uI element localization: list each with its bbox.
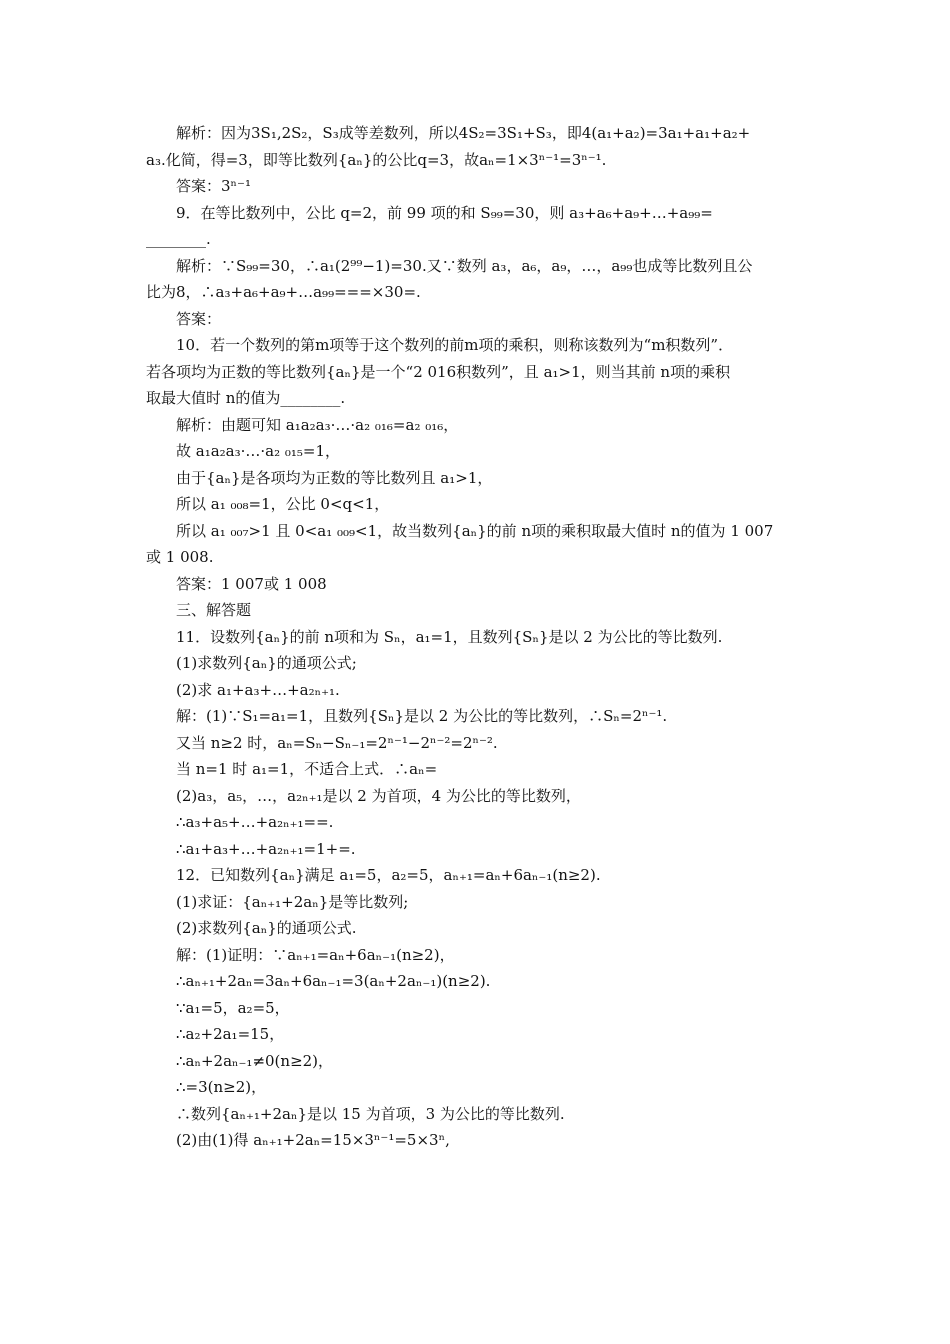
text-line: 10．若一个数列的第m项等于这个数列的前m项的乘积，则称该数列为“m积数列”． (176, 336, 734, 354)
text-line: 答案：3ⁿ⁻¹ (176, 177, 251, 195)
text-line: 或 1 008. (146, 548, 214, 566)
text-line: 取最大值时 n的值为________. (146, 389, 346, 407)
text-line: 12．已知数列{aₙ}满足 a₁=5，a₂=5，aₙ₊₁=aₙ+6aₙ₋₁(n≥2). (176, 866, 601, 884)
text-line: ∴aₙ+2aₙ₋₁≠0(n≥2)， (176, 1051, 334, 1070)
text-line: 解：(1)证明：∵aₙ₊₁=aₙ+6aₙ₋₁(n≥2)， (176, 945, 455, 964)
text-line: 故 a₁a₂a₃·…·a₂ ₀₁₅=1， (176, 442, 341, 460)
text-line: (1)求数列{aₙ}的通项公式; (176, 654, 357, 672)
text-line: ∵a₁=5，a₂=5， (176, 998, 290, 1017)
text-line: ∴a₁+a₃+…+a₂ₙ₊₁=1+=. (176, 839, 356, 858)
text-line: ∴=3(n≥2)， (176, 1078, 267, 1096)
text-line: 解析：因为3S₁,2S₂，S₃成等差数列，所以4S₂=3S₁+S₃，即4(a₁+a₂)=3a₁+a₁+a₂+ (176, 124, 751, 142)
text-line: 由于{aₙ}是各项均为正数的等比数列且 a₁>1， (176, 468, 493, 487)
text-line: ∴a₂+2a₁=15， (176, 1025, 285, 1043)
text-line: 比为8，∴a₃+a₆+a₉+…a₉₉===×30=. (146, 283, 421, 301)
text-line: 11．设数列{aₙ}的前 n项和为 Sₙ，a₁=1，且数列{Sₙ}是以 2 为公比的等比数列. (176, 627, 723, 646)
text-line: (1)求证：{aₙ₊₁+2aₙ}是等比数列; (176, 892, 409, 911)
text-line: 解析：∵S₉₉=30，∴a₁(2⁹⁹−1)=30.又∵数列 a₃，a₆，a₉，…，a₉₉也成等比数列且公 (176, 256, 753, 275)
document-body (146, 120, 814, 1154)
text-line: 解析：由题可知 a₁a₂a₃·…·a₂ ₀₁₆=a₂ ₀₁₆， (176, 415, 459, 434)
text-line: ∴数列{aₙ₊₁+2aₙ}是以 15 为首项，3 为公比的等比数列. (176, 1104, 565, 1123)
text-line: 当 n=1 时 a₁=1，不适合上式．∴aₙ= (176, 760, 438, 778)
text-line: ∴a₃+a₅+…+a₂ₙ₊₁==. (176, 813, 334, 831)
text-line: 答案：1 007或 1 008 (176, 574, 327, 593)
text-line: (2)由(1)得 aₙ₊₁+2aₙ=15×3ⁿ⁻¹=5×3ⁿ, (176, 1131, 450, 1149)
text-line: 所以 a₁ ₀₀₈=1，公比 0<q<1， (176, 495, 390, 513)
text-line: 答案： (176, 309, 222, 328)
text-line: 又当 n≥2 时，aₙ=Sₙ−Sₙ₋₁=2ⁿ⁻¹−2ⁿ⁻²=2ⁿ⁻². (176, 733, 498, 752)
text-line: ________. (146, 230, 211, 248)
text-line: (2)求数列{aₙ}的通项公式. (176, 919, 357, 937)
text-line: (2)a₃，a₅，…，a₂ₙ₊₁是以 2 为首项，4 为公比的等比数列， (176, 786, 581, 805)
text-line: 所以 a₁ ₀₀₇>1 且 0<a₁ ₀₀₉<1，故当数列{aₙ}的前 n项的乘积取最大值时 n的值为 1 007 (176, 521, 774, 540)
text-line: 9．在等比数列中，公比 q=2，前 99 项的和 S₉₉=30，则 a₃+a₆+a₉+…+a₉₉= (176, 203, 713, 222)
text-line: 若各项均为正数的等比数列{aₙ}是一个“2 016积数列”，且 a₁>1，则当其前 n项的乘积 (146, 362, 731, 381)
text-line: 三、解答题 (176, 601, 252, 619)
text-line: a₃.化简，得=3，即等比数列{aₙ}的公比q=3，故aₙ=1×3ⁿ⁻¹=3ⁿ⁻¹. (146, 150, 607, 169)
text-line: ∴aₙ₊₁+2aₙ=3aₙ+6aₙ₋₁=3(aₙ+2aₙ₋₁)(n≥2). (176, 972, 491, 990)
text-line: (2)求 a₁+a₃+…+a₂ₙ₊₁. (176, 680, 340, 699)
text-line: 解：(1)∵S₁=a₁=1，且数列{Sₙ}是以 2 为公比的等比数列，∴Sₙ=2ⁿ⁻¹. (176, 707, 668, 725)
